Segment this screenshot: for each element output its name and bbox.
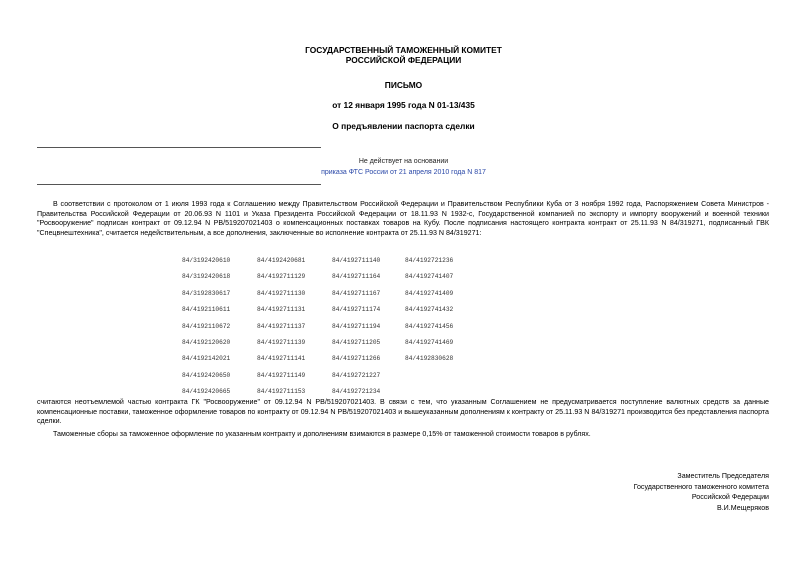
- contract-number: 84/3192420610: [182, 257, 231, 264]
- contract-number: 84/4192120620: [182, 339, 231, 347]
- contract-number: 84/4192830628: [405, 355, 454, 363]
- contract-number: 84/4192711137: [257, 322, 306, 330]
- signatory-country: Российской Федерации: [691, 493, 769, 501]
- signatory-organization: Государственного таможенного комитета: [633, 482, 769, 491]
- document-type: ПИСЬМО: [384, 80, 423, 90]
- contract-number-column-4: [405, 253, 485, 368]
- agency-heading: [0, 45, 807, 65]
- agency-line-1: ГОСУДАРСТВЕННЫЙ ТАМОЖЕННЫЙ КОМИТЕТ: [305, 45, 502, 55]
- contract-number: 84/4192110672: [182, 322, 231, 330]
- contract-number: 84/4192711164: [332, 273, 381, 281]
- paragraph-customs-fees: Таможенные сборы за таможенное оформление по указанным контракту и дополнениям взимаются в размере 0,15% от таможенной стоимости товаров в рублях.: [53, 430, 591, 438]
- document-subject: О предъявлении паспорта сделки: [332, 121, 475, 131]
- contract-number: 84/4192711130: [257, 289, 306, 297]
- contract-number: 84/4192711266: [332, 355, 381, 363]
- contract-number: 84/4192110611: [182, 306, 231, 314]
- contract-number: 84/4192721227: [332, 371, 381, 379]
- contract-number: 84/4192711153: [257, 388, 306, 396]
- contract-number: 84/4192711131: [257, 306, 306, 314]
- contract-number: 84/4192711167: [332, 289, 381, 297]
- contract-number: 84/4192721234: [332, 388, 381, 396]
- contract-number: 84/4192721236: [405, 257, 454, 264]
- contract-number: 84/4192741409: [405, 289, 454, 297]
- contract-number: 84/3192420618: [182, 273, 231, 281]
- contract-number-column-2: [257, 253, 337, 401]
- signatory-position: Заместитель Председателя: [677, 472, 769, 480]
- contract-number: 84/4192711139: [257, 339, 306, 347]
- contract-number: 84/4192420681: [257, 257, 306, 264]
- contract-number: 84/4192711194: [332, 322, 381, 330]
- contract-number: 84/3192830617: [182, 289, 231, 297]
- document-date-number: от 12 января 1995 года N 01-13/435: [332, 100, 475, 110]
- paragraph-contract-status: считаются неотъемлемой частью контракта ГК "Росвооружение" от 09.12.94 N PB/519207021403. В связи с тем, что указанным Соглашением не предусматривается поступление валютных средств за данные компенсационные поставки, таможенное оформление товаров по контракту от 09.12.94 N PB/519207021403 и вышеуказанным дополнениям к контракту от 25.11.93 N 84/319271 производится без представления паспорта сделки.: [37, 398, 769, 425]
- signature-block: [634, 471, 769, 513]
- paragraph-contract-background: В соответствии с протоколом от 1 июля 1993 года к Соглашению между Правительством Российской Федерации и Правительством Республики Куба от 3 ноября 1992 года, Распоряжением Совета Министров - Правительства Российской Федерации от 20.06.93 N 1101 и Указа Президента Российской Федерации от 18.11.93 N 1932-с, Государственной компанией по экспорту и импорту вооружений и военной техники "Росвооружение" подписан контракт от 09.12.94 N PB/519207021403 о компенсационных поставках товаров на Кубу. После подписания настоящего контракта контракт от 25.11.93 N 84/319271, подписанный ГВК "Спецвнештехника", считается недействительным, а все дополнения, заключенные во исполнение контракта от 25.11.93 N 84/319271:: [37, 200, 769, 237]
- contract-number: 84/4192142021: [182, 355, 231, 363]
- contract-number: 84/4192711141: [257, 355, 306, 363]
- agency-line-2: РОССИЙСКОЙ ФЕДЕРАЦИИ: [345, 55, 462, 65]
- contract-number: 84/4192420665: [182, 388, 231, 396]
- contract-number-column-1: [182, 253, 262, 401]
- contract-number: 84/4192741432: [405, 306, 454, 314]
- contract-number: 84/4192741456: [405, 322, 454, 330]
- contract-number: 84/4192420650: [182, 371, 231, 379]
- contract-number: 84/4192711140: [332, 257, 381, 264]
- contract-number: 84/4192711129: [257, 273, 306, 281]
- signatory-name: В.И.Мещеряков: [716, 503, 769, 512]
- divider-top: [37, 147, 321, 148]
- contract-number-column-3: [332, 253, 412, 401]
- contract-number: 84/4192711205: [332, 339, 381, 347]
- contract-number: 84/4192711149: [257, 371, 306, 379]
- contract-number: 84/4192741407: [405, 273, 454, 281]
- contract-number: 84/4192711174: [332, 306, 381, 314]
- repeal-order-link[interactable]: приказа ФТС России от 21 апреля 2010 года N 817: [321, 169, 486, 176]
- status-note: Не действует на основании: [358, 158, 449, 165]
- contract-number: 84/4192741469: [405, 339, 454, 347]
- divider-bottom: [37, 184, 321, 185]
